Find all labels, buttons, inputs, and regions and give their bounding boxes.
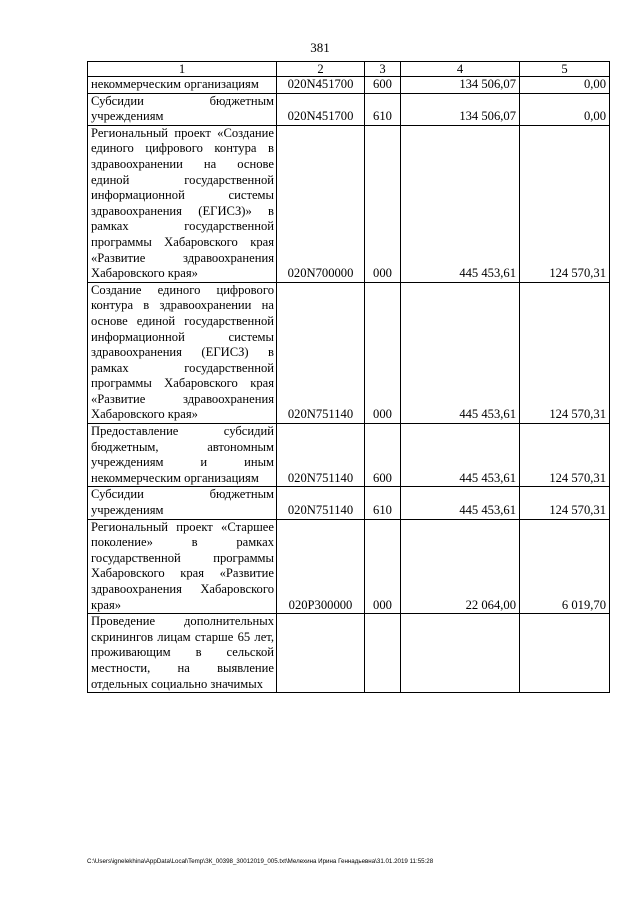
row-code: 020N751140: [277, 282, 365, 423]
column-header: 4: [401, 62, 520, 77]
row-code: 020N451700: [277, 93, 365, 125]
row-code: 020P300000: [277, 519, 365, 614]
row-type: [365, 614, 401, 693]
row-description: Субсидии бюджетным учреждениям: [88, 93, 277, 125]
row-value-1: 445 453,61: [401, 487, 520, 519]
row-value-2: 124 570,31: [520, 282, 610, 423]
row-type: 610: [365, 93, 401, 125]
column-header: 2: [277, 62, 365, 77]
row-value-2: 0,00: [520, 77, 610, 94]
row-value-2: [520, 614, 610, 693]
table-row: [88, 282, 610, 423]
column-header: 3: [365, 62, 401, 77]
row-description: Предоставление субсидий бюджетным, автономным учреждениям и иным некоммерческим организациям: [88, 424, 277, 487]
row-value-2: 124 570,31: [520, 487, 610, 519]
row-type: 000: [365, 282, 401, 423]
row-value-2: 6 019,70: [520, 519, 610, 614]
row-description: Региональный проект «Создание единого цифрового контура в здравоохранении на основе единой государственной информационной системы здравоохранения (ЕГИСЗ)» в рамках государственной программы Хабаровского края «Развитие здравоохранения Хабаровского края»: [88, 125, 277, 282]
table-row: [88, 125, 610, 282]
table-row: [88, 77, 610, 94]
row-code: 020N451700: [277, 77, 365, 94]
column-header: 1: [88, 62, 277, 77]
row-value-1: 445 453,61: [401, 125, 520, 282]
row-value-1: [401, 614, 520, 693]
row-value-1: 445 453,61: [401, 282, 520, 423]
table-header-row: [88, 62, 610, 77]
table-row: [88, 614, 610, 693]
row-description: некоммерческим организациям: [88, 77, 277, 94]
row-value-2: 124 570,31: [520, 125, 610, 282]
row-value-1: 134 506,07: [401, 77, 520, 94]
row-description: Субсидии бюджетным учреждениям: [88, 487, 277, 519]
row-description: Проведение дополнительных скринингов лицам старше 65 лет, проживающим в сельской местности, на выявление отдельных социально значимых: [88, 614, 277, 693]
row-value-1: 134 506,07: [401, 93, 520, 125]
table-row: [88, 93, 610, 125]
row-value-2: 0,00: [520, 93, 610, 125]
row-type: 000: [365, 519, 401, 614]
row-type: 000: [365, 125, 401, 282]
row-value-1: 22 064,00: [401, 519, 520, 614]
budget-table: [87, 61, 610, 693]
page-number: 381: [310, 40, 330, 55]
row-type: 600: [365, 424, 401, 487]
row-code: [277, 614, 365, 693]
row-code: 020N751140: [277, 424, 365, 487]
row-description: Создание единого цифрового контура в здравоохранении на основе единой государственной информационной системы здравоохранения (ЕГИСЗ) в рамках государственной программы Хабаровского края «Развитие здравоохранения Хабаровского края»: [88, 282, 277, 423]
row-value-1: 445 453,61: [401, 424, 520, 487]
table-row: [88, 487, 610, 519]
table-row: [88, 424, 610, 487]
row-type: 600: [365, 77, 401, 94]
row-description: Региональный проект «Старшее поколение» в рамках государственной программы Хабаровского края «Развитие здравоохранения Хабаровского края»: [88, 519, 277, 614]
row-type: 610: [365, 487, 401, 519]
row-code: 020N751140: [277, 487, 365, 519]
table-row: [88, 519, 610, 614]
footer-file-path: C:\Users\ignelekhina\AppData\Local\Temp\ЗК_00398_30012019_005.txt\Мелехина Ирина Геннадьевна\31.01.2019 11:55:28: [87, 858, 434, 865]
row-value-2: 124 570,31: [520, 424, 610, 487]
row-code: 020N700000: [277, 125, 365, 282]
column-header: 5: [520, 62, 610, 77]
